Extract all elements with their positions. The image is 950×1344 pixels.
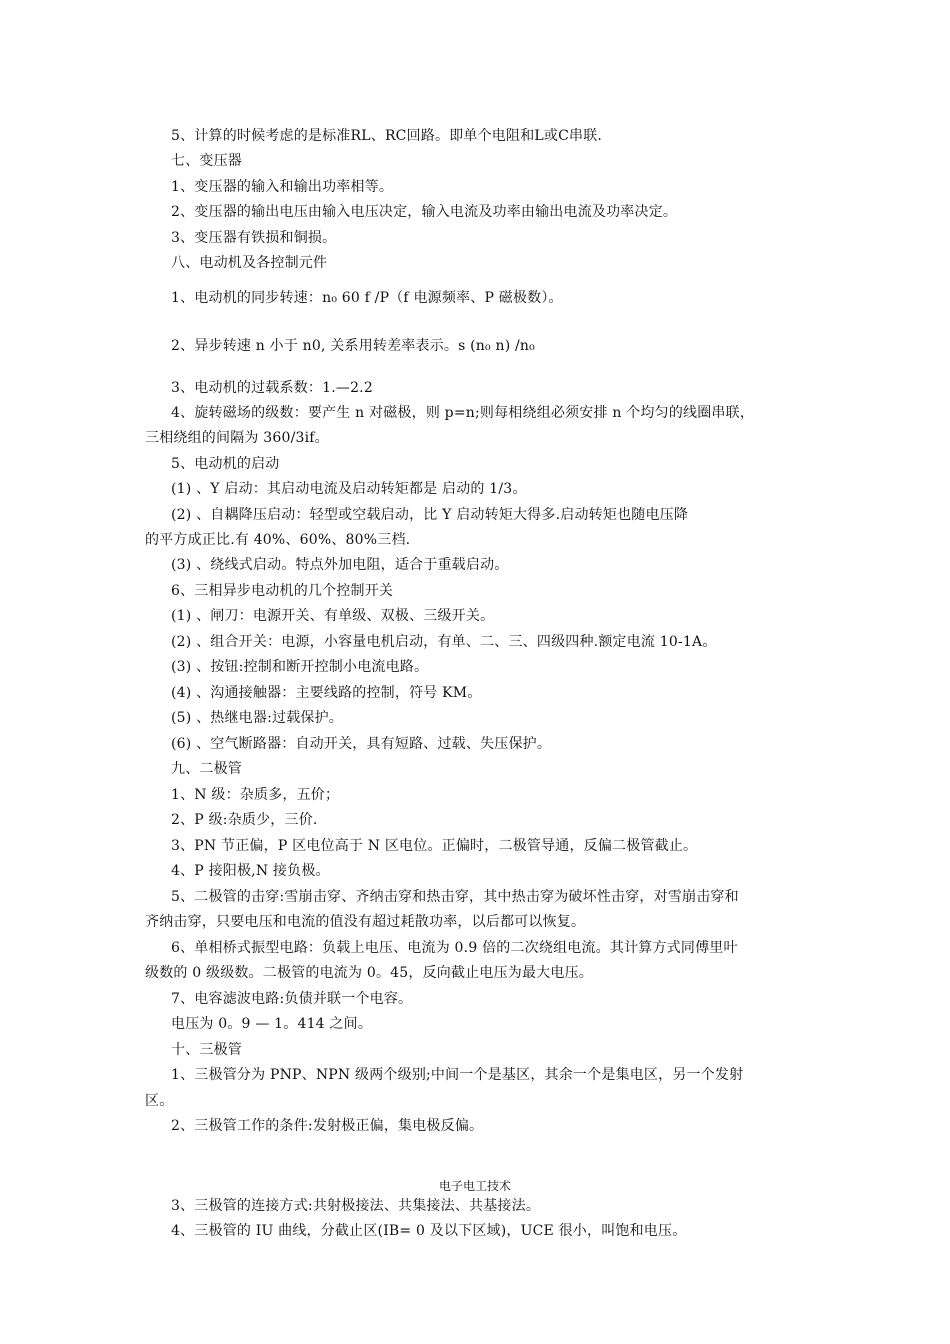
text-line: 4、三极管的 IU 曲线，分截止区(IB= 0 及以下区域)，UCE 很小，叫饱和电压。 — [171, 1223, 687, 1239]
text-line: 4、旋转磁场的级数：要产生 n 对磁极，则 p=n;则每相绕组必须安排 n 个均匀的线圈串联， — [171, 405, 755, 421]
text-line: 三相绕组的间隔为 360/3if。 — [145, 430, 329, 446]
text-line: 2、变压器的输出电压由输入电压决定，输入电流及功率由输出电流及功率决定。 — [171, 204, 678, 220]
section-heading: 九、二极管 — [171, 761, 242, 777]
text-line: 3、PN 节正偏，P 区电位高于 N 区电位。正偏时，二极管导通，反偏二极管截止。 — [171, 838, 698, 854]
text-line: 1、N 级：杂质多，五价； — [171, 787, 340, 803]
text-line: 3、变压器有铁损和铜损。 — [171, 230, 337, 246]
section-heading: 十、三极管 — [171, 1042, 242, 1058]
text-line: 5、计算的时候考虑的是标准RL、RC回路。即单个电阻和L或C串联. — [171, 128, 603, 144]
text-line: (3) 、按钮:控制和断开控制小电流电路。 — [171, 659, 429, 675]
text-line: 5、二极管的击穿:雪崩击穿、齐纳击穿和热击穿，其中热击穿为破坏性击穿，对雪崩击穿和 — [171, 889, 739, 905]
text-line: 2、三极管工作的条件:发射极正偏，集电极反偏。 — [171, 1118, 484, 1134]
text-line: 5、电动机的启动 — [171, 456, 280, 472]
text-line: 1、电动机的同步转速：n₀ 60 f /P（f 电源频率、P 磁极数）。 — [171, 290, 563, 306]
text-line: 4、P 接阳极,N 接负极。 — [171, 863, 330, 879]
text-line: 2、P 级:杂质少，三价. — [171, 812, 318, 828]
text-line: 3、三极管的连接方式:共射极接法、共集接法、共基接法。 — [171, 1198, 541, 1214]
text-line: (6) 、空气断路器：自动开关，具有短路、过载、失压保护。 — [171, 736, 552, 752]
text-line: 1、三极管分为 PNP、NPN 级两个级别;中间一个是基区，其余一个是集电区，另一个发射 — [171, 1067, 744, 1083]
text-line: 6、三相异步电动机的几个控制开关 — [171, 583, 394, 599]
text-line: 7、电容滤波电路:负债并联一个电容。 — [171, 991, 413, 1007]
page-footer-title: 电子电工技术 — [438, 1179, 511, 1193]
text-line: 2、异步转速 n 小于 n0, 关系用转差率表示。s (n₀ n) /n₀ — [171, 338, 535, 354]
text-line: (4) 、沟通接触器：主要线路的控制，符号 KM。 — [171, 685, 482, 701]
text-line: 的平方成正比.有 40%、60%、80%三档. — [145, 532, 411, 548]
text-line: 齐纳击穿，只要电压和电流的值没有超过耗散功率，以后都可以恢复。 — [145, 914, 586, 930]
text-line: (3) 、绕线式启动。特点外加电阻，适合于重载启动。 — [171, 557, 509, 573]
text-line: 电压为 0。9 — 1。414 之间。 — [171, 1016, 373, 1032]
text-line: 区。 — [145, 1093, 174, 1109]
section-heading: 七、变压器 — [171, 153, 242, 169]
text-line: 级数的 0 级级数。二极管的电流为 0。45，反向截止电压为最大电压。 — [145, 965, 593, 981]
text-line: (1) 、Y 启动：其启动电流及启动转矩都是 启动的 1/3。 — [171, 481, 527, 497]
section-heading: 八、电动机及各控制元件 — [171, 255, 328, 271]
text-line: 6、单相桥式振型电路：负载上电压、电流为 0.9 倍的二次绕组电流。其计算方式同傅里叶 — [171, 940, 738, 956]
text-line: (2) 、组合开关：电源，小容量电机启动，有单、二、三、四级四种.额定电流 10-1A。 — [171, 634, 717, 650]
text-line: (1) 、闸刀：电源开关、有单级、双极、三级开关。 — [171, 608, 495, 624]
text-line: 3、电动机的过载系数：1.—2.2 — [171, 380, 373, 396]
text-line: (2) 、自耦降压启动：轻型或空载启动，比 Y 启动转矩大得多.启动转矩也随电压降 — [171, 507, 689, 523]
text-line: 1、变压器的输入和输出功率相等。 — [171, 179, 394, 195]
text-line: (5) 、热继电器:过载保护。 — [171, 710, 343, 726]
